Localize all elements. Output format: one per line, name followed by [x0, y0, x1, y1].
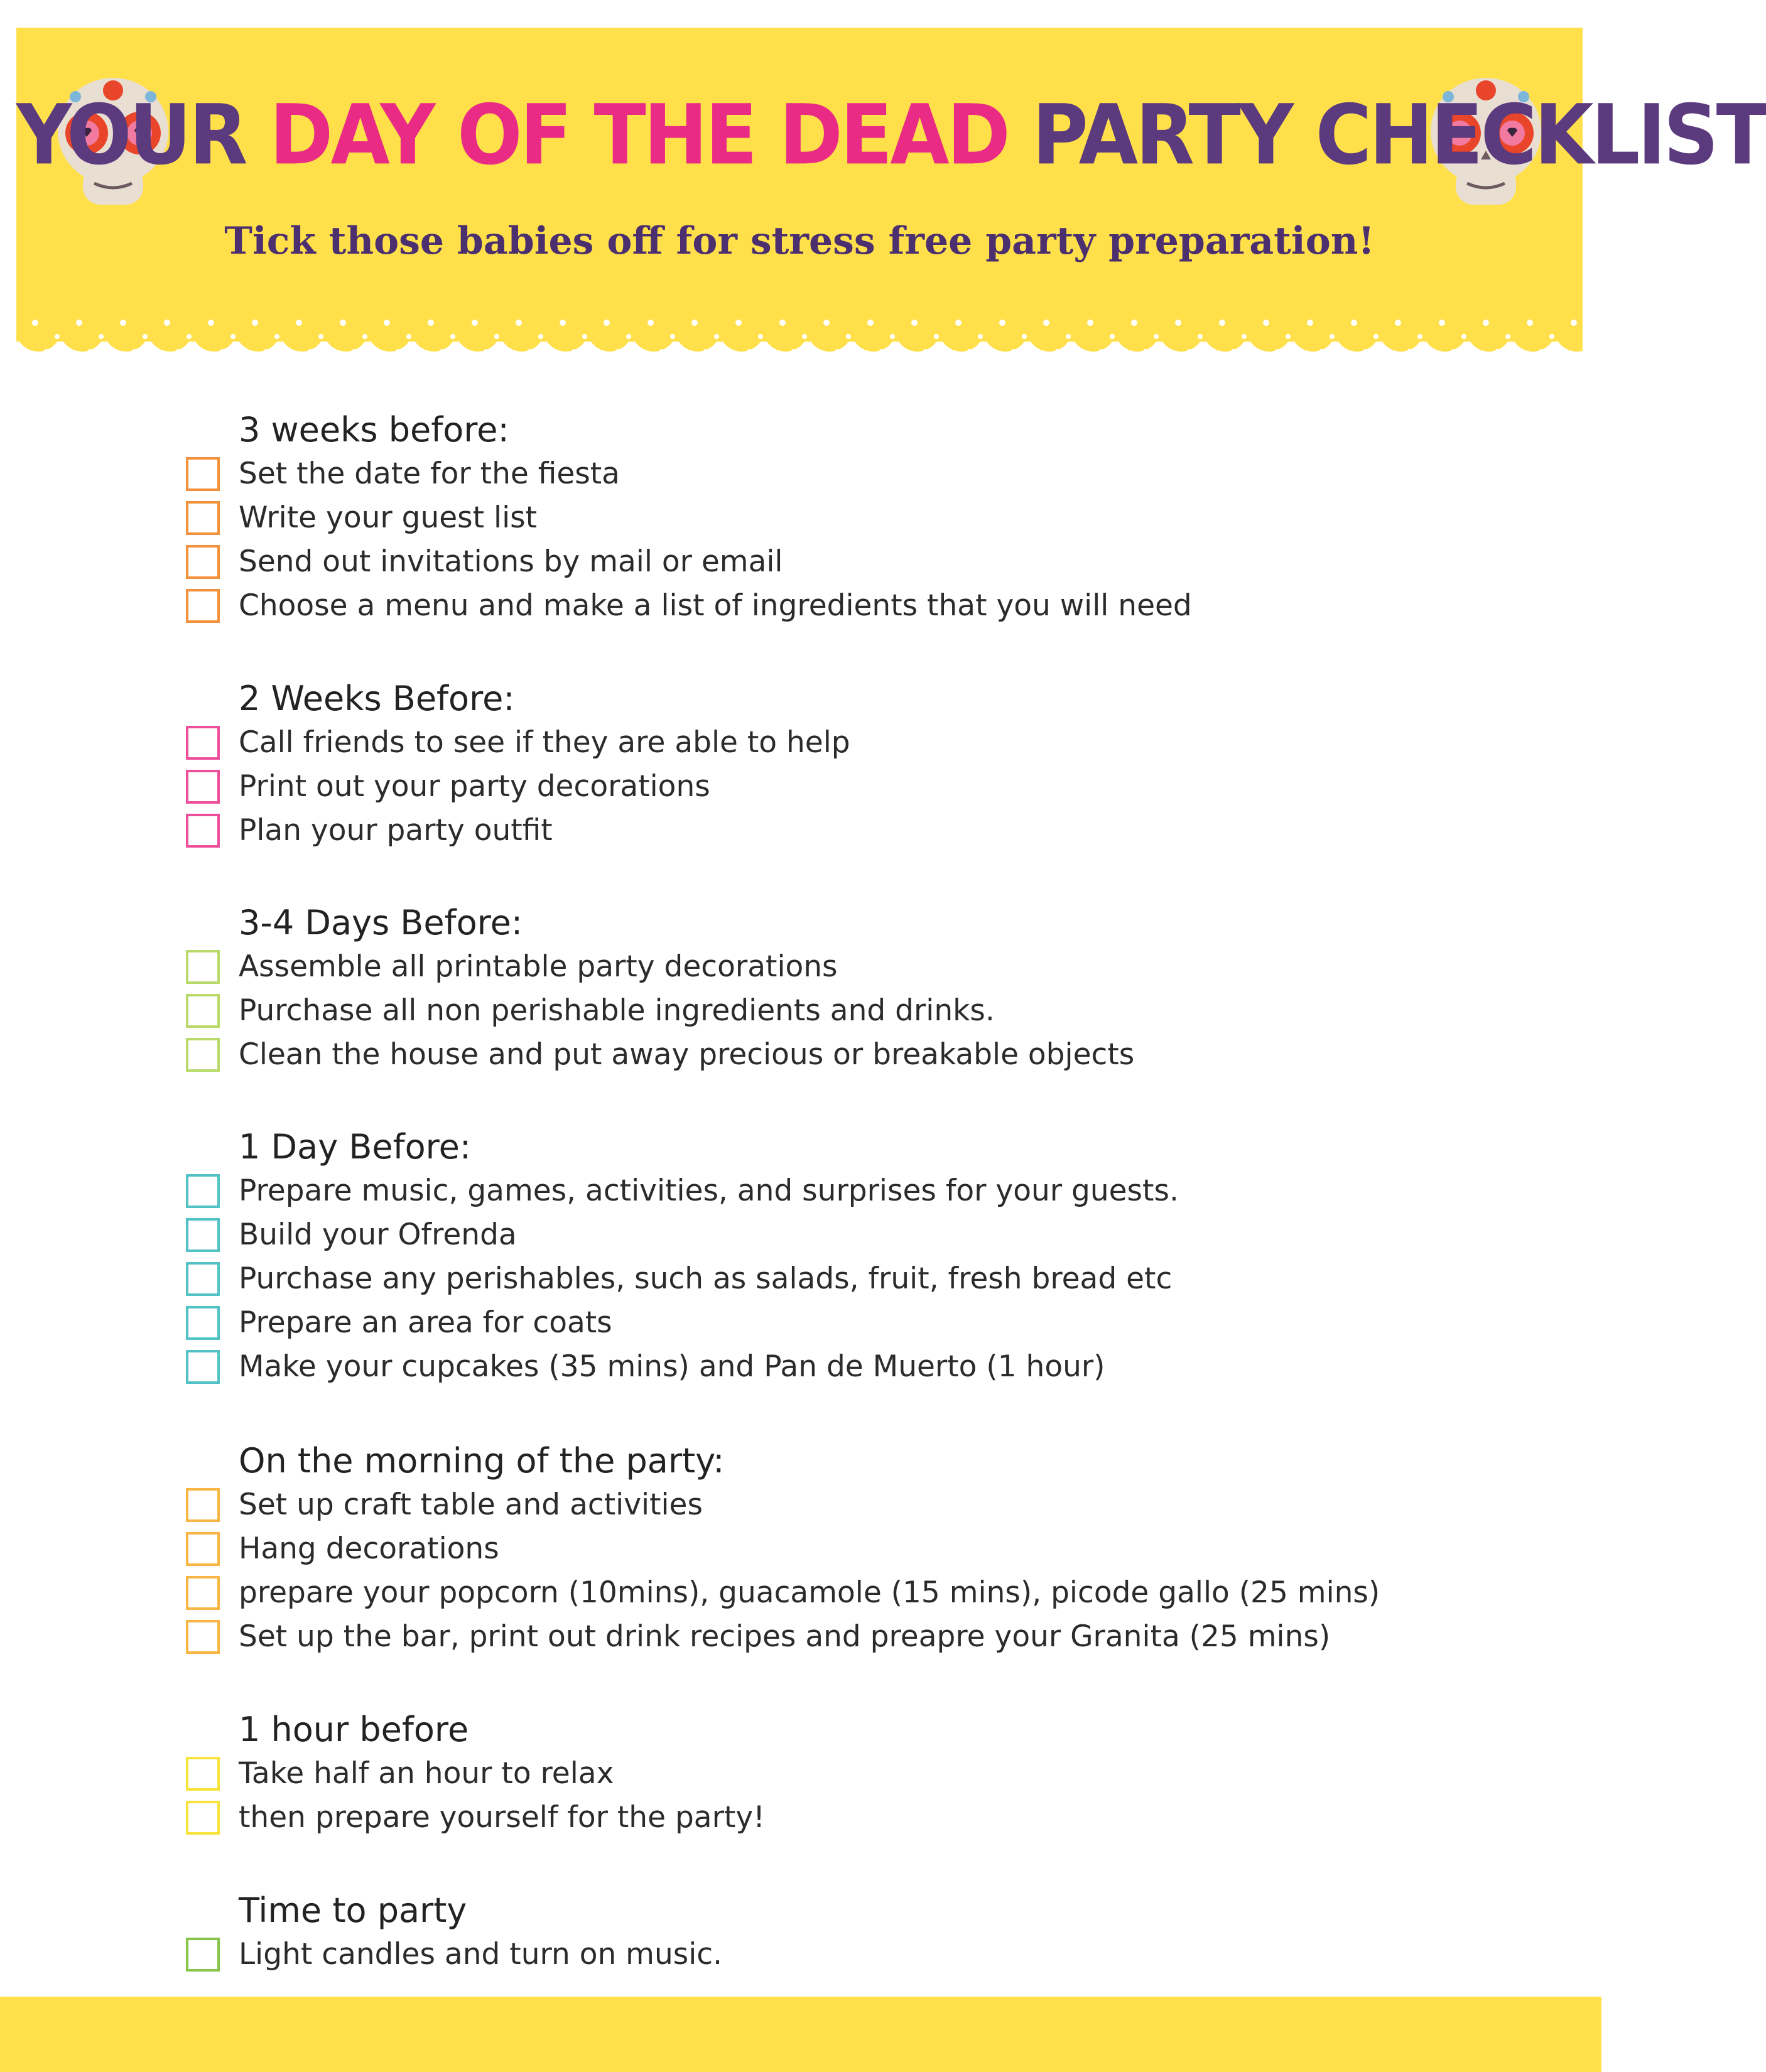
- decorative-dot: [164, 320, 170, 326]
- checklist-item[interactable]: [186, 540, 1442, 584]
- decorative-dot: [187, 334, 192, 339]
- decorative-dot: [417, 349, 422, 354]
- decorative-dot: [1087, 320, 1093, 326]
- decorative-dot: [1011, 349, 1016, 354]
- section-heading: 1 Day Before:: [239, 1127, 472, 1167]
- decorative-dot: [1483, 320, 1489, 326]
- checklist-item-label: Set up craft table and activities: [239, 1487, 703, 1522]
- decorative-dot: [1187, 349, 1192, 354]
- decorative-dot: [813, 349, 818, 354]
- footer-bar: [0, 1997, 1601, 2072]
- decorative-dot: [1143, 349, 1148, 354]
- checkbox[interactable]: [186, 1488, 220, 1522]
- decorative-dot: [758, 334, 763, 339]
- decorative-dot: [428, 320, 434, 326]
- checklist-item[interactable]: [186, 1527, 1442, 1571]
- decorative-dot: [1384, 349, 1389, 354]
- decorative-dot: [779, 320, 786, 326]
- decorative-dot: [44, 349, 49, 354]
- decorative-dot: [670, 334, 675, 339]
- checkbox[interactable]: [186, 501, 220, 535]
- decorative-dot: [440, 349, 445, 354]
- decorative-dot: [681, 349, 686, 354]
- decorative-dot: [450, 334, 455, 339]
- decorative-dot: [1131, 320, 1137, 326]
- decorative-dot: [647, 320, 654, 326]
- checklist-item-label: Light candles and turn on music.: [239, 1937, 723, 1972]
- decorative-dot: [285, 349, 290, 354]
- decorative-dot: [32, 320, 38, 326]
- checklist-item[interactable]: [186, 1169, 1442, 1213]
- decorative-dot: [461, 349, 466, 354]
- checklist-item[interactable]: [186, 945, 1442, 989]
- decorative-dot: [1055, 349, 1060, 354]
- decorative-dot: [230, 334, 236, 339]
- decorative-dot: [879, 349, 884, 354]
- checklist-item-label: Set the date for the fiesta: [239, 456, 620, 491]
- decorative-dot: [1527, 320, 1533, 326]
- decorative-dot: [945, 349, 950, 354]
- decorative-dot: [65, 349, 70, 354]
- decorative-dot: [99, 334, 104, 339]
- checklist-item-label: Choose a menu and make a list of ingredients that you will need: [239, 588, 1192, 623]
- decorative-dot: [890, 334, 895, 339]
- section-heading: 3-4 Days Before:: [239, 903, 523, 942]
- decorative-dot: [1198, 334, 1203, 339]
- decorative-dot: [340, 320, 346, 326]
- decorative-dot: [88, 349, 93, 354]
- decorative-dot: [76, 320, 82, 326]
- decorative-dot: [955, 320, 962, 326]
- checkbox[interactable]: [186, 1532, 220, 1566]
- checklist-item[interactable]: [186, 1571, 1442, 1615]
- checklist-item[interactable]: [186, 452, 1442, 496]
- decorative-dot: [791, 349, 796, 354]
- decorative-dot: [604, 320, 610, 326]
- decorative-dot: [1340, 349, 1345, 354]
- checklist-item[interactable]: [186, 1933, 1442, 1977]
- checklist-item-label: Purchase any perishables, such as salads, fruit, fresh bread etc: [239, 1261, 1173, 1296]
- checklist-item[interactable]: [186, 721, 1442, 765]
- decorative-dot: [725, 349, 730, 354]
- decorative-dot: [1263, 320, 1269, 326]
- decorative-dot: [494, 334, 499, 339]
- checklist-section: [186, 1708, 1442, 1840]
- checklist-item[interactable]: [186, 584, 1442, 628]
- checklist-item-label: then prepare yourself for the party!: [239, 1800, 765, 1835]
- decorative-dot: [318, 334, 323, 339]
- checklist-item-label: Call friends to see if they are able to help: [239, 725, 850, 760]
- checklist-item-label: Set up the bar, print out drink recipes and preapre your Granita (25 mins): [239, 1619, 1331, 1654]
- checklist-item-label: Take half an hour to relax: [239, 1756, 614, 1791]
- checkbox[interactable]: [186, 1576, 220, 1610]
- decorative-dot: [1351, 320, 1357, 326]
- checklist-item-label: Hang decorations: [239, 1531, 499, 1566]
- decorative-dot: [208, 320, 214, 326]
- decorative-dot: [472, 320, 478, 326]
- decorative-dot: [1275, 349, 1280, 354]
- decorative-dot: [1296, 349, 1301, 354]
- decorative-dot: [1439, 320, 1445, 326]
- decorative-dot: [659, 349, 664, 354]
- decorative-dot: [1110, 334, 1115, 339]
- decorative-dot: [1242, 334, 1247, 339]
- decorative-dot: [769, 349, 774, 354]
- decorative-dot: [1032, 349, 1037, 354]
- checkbox[interactable]: [186, 589, 220, 623]
- decorative-dot: [1319, 349, 1324, 354]
- checkbox[interactable]: [186, 1938, 220, 1972]
- decorative-dot: [593, 349, 598, 354]
- checkbox[interactable]: [186, 545, 220, 579]
- decorative-dot: [901, 349, 906, 354]
- decorative-dot: [703, 349, 708, 354]
- checkbox[interactable]: [186, 1262, 220, 1296]
- decorative-dot: [1549, 334, 1554, 339]
- title-part-day-of-the-dead: DAY OF THE DEAD: [269, 87, 1008, 183]
- decorative-dot: [1307, 320, 1313, 326]
- checklist-item[interactable]: [186, 1301, 1442, 1345]
- page-title: [16, 87, 1766, 183]
- checklist-section: [186, 677, 1442, 853]
- checklist-item[interactable]: [186, 765, 1442, 809]
- decorative-dot: [549, 349, 554, 354]
- section-heading: On the morning of the party:: [239, 1441, 725, 1481]
- decorative-dot: [1252, 349, 1257, 354]
- decorative-dot: [747, 349, 752, 354]
- section-heading: Time to party: [239, 1891, 467, 1930]
- decorative-dot: [308, 349, 313, 354]
- decorative-dot: [220, 349, 225, 354]
- decorative-dot: [176, 349, 181, 354]
- decorative-dot: [143, 334, 148, 339]
- checkbox[interactable]: [186, 1350, 220, 1384]
- decorative-dot: [484, 349, 489, 354]
- decorative-dot: [1066, 334, 1071, 339]
- decorative-dot: [1571, 320, 1577, 326]
- checklist-item-label: Build your Ofrenda: [239, 1217, 517, 1252]
- decorative-dot: [296, 320, 302, 326]
- checkbox[interactable]: [186, 950, 220, 984]
- section-heading: 1 hour before: [239, 1710, 469, 1749]
- checklist-item-label: Write your guest list: [239, 500, 538, 535]
- decorative-dot: [153, 349, 158, 354]
- decorative-dot: [1022, 334, 1027, 339]
- checklist-item[interactable]: [186, 1796, 1442, 1840]
- decorative-dot: [1428, 349, 1433, 354]
- checklist-item[interactable]: [186, 1257, 1442, 1301]
- decorative-dot: [120, 320, 126, 326]
- section-heading: 2 Weeks Before:: [239, 679, 515, 718]
- decorative-dot: [1505, 334, 1510, 339]
- checkbox[interactable]: [186, 1306, 220, 1340]
- decorative-dot: [978, 334, 983, 339]
- decorative-dot: [406, 334, 411, 339]
- decorative-dot: [384, 320, 390, 326]
- decorative-dot: [1539, 349, 1544, 354]
- decorative-dot: [1286, 334, 1291, 339]
- decorative-dot: [1461, 334, 1466, 339]
- checklist-item[interactable]: [186, 1213, 1442, 1257]
- decorative-dot: [626, 334, 631, 339]
- papel-picado-banner: [16, 28, 1583, 386]
- decorative-dot: [1407, 349, 1412, 354]
- decorative-dot: [1593, 334, 1598, 339]
- decorative-dot: [1560, 349, 1565, 354]
- decorative-dot: [1583, 349, 1588, 354]
- decorative-dot: [560, 320, 566, 326]
- checklist-item-label: Plan your party outfit: [239, 813, 553, 848]
- decorative-dot: [1175, 320, 1181, 326]
- decorative-dot: [823, 320, 830, 326]
- decorative-dot: [1154, 334, 1159, 339]
- checklist-section: [186, 408, 1442, 628]
- decorative-dot: [923, 349, 928, 354]
- checklist-item[interactable]: [186, 809, 1442, 853]
- decorative-dot: [516, 320, 522, 326]
- decorative-dot: [1099, 349, 1104, 354]
- checkbox[interactable]: [186, 1174, 220, 1208]
- decorative-dot: [857, 349, 862, 354]
- checklist-item[interactable]: [186, 1615, 1442, 1659]
- header-banner: [16, 28, 1766, 386]
- decorative-dot: [1043, 320, 1049, 326]
- decorative-dot: [572, 349, 577, 354]
- decorative-dot: [1120, 349, 1125, 354]
- checklist-item[interactable]: [186, 1752, 1442, 1796]
- decorative-dot: [252, 320, 258, 326]
- checklist-section: [186, 901, 1442, 1077]
- checkbox[interactable]: [186, 457, 220, 491]
- decorative-dot: [1373, 334, 1379, 339]
- decorative-dot: [1231, 349, 1236, 354]
- decorative-dot: [1164, 349, 1169, 354]
- checklist-item-label: Prepare music, games, activities, and surprises for your guests.: [239, 1174, 1179, 1208]
- checkbox[interactable]: [186, 994, 220, 1028]
- decorative-dot: [1076, 349, 1081, 354]
- decorative-dot: [1495, 349, 1500, 354]
- title-part-your: YOUR: [16, 87, 270, 183]
- decorative-dot: [691, 320, 698, 326]
- decorative-dot: [362, 334, 367, 339]
- decorative-dot: [911, 320, 918, 326]
- checklist-item[interactable]: [186, 989, 1442, 1033]
- decorative-dot: [1451, 349, 1456, 354]
- decorative-dot: [1604, 349, 1609, 354]
- decorative-dot: [352, 349, 357, 354]
- checkbox[interactable]: [186, 770, 220, 804]
- checkbox[interactable]: [186, 814, 220, 848]
- section-heading: 3 weeks before:: [239, 410, 509, 450]
- checklist-item-label: Assemble all printable party decorations: [239, 949, 838, 984]
- checkbox[interactable]: [186, 1757, 220, 1791]
- checklist-item-label: Send out invitations by mail or email: [239, 544, 783, 579]
- decorative-dot: [1363, 349, 1368, 354]
- decorative-dot: [197, 349, 202, 354]
- decorative-dot: [989, 349, 994, 354]
- decorative-dot: [835, 349, 840, 354]
- decorative-dot: [1330, 334, 1335, 339]
- decorative-dot: [396, 349, 401, 354]
- checkbox[interactable]: [186, 726, 220, 760]
- checklist-item[interactable]: [186, 1483, 1442, 1527]
- decorative-dot: [274, 334, 279, 339]
- checkbox[interactable]: [186, 1620, 220, 1654]
- checklist-item-label: Print out your party decorations: [239, 769, 710, 804]
- decorative-dot: [1516, 349, 1521, 354]
- decorative-dot: [735, 320, 742, 326]
- checklist-section: [186, 1889, 1442, 1977]
- decorative-dot: [615, 349, 620, 354]
- decorative-dot: [241, 349, 246, 354]
- title-part-party-checklist: PARTY CHECKLIST: [1007, 87, 1766, 183]
- checklist-item-label: Prepare an area for coats: [239, 1305, 612, 1340]
- checklist-item[interactable]: [186, 496, 1442, 540]
- decorative-dot: [373, 349, 378, 354]
- decorative-dot: [538, 334, 543, 339]
- decorative-dot: [967, 349, 972, 354]
- decorative-dot: [934, 334, 939, 339]
- decorative-dot: [1417, 334, 1422, 339]
- decorative-dot: [714, 334, 719, 339]
- decorative-dot: [846, 334, 851, 339]
- decorative-dot: [329, 349, 334, 354]
- decorative-dot: [55, 334, 60, 339]
- checklist-item-label: Purchase all non perishable ingredients and drinks.: [239, 993, 995, 1028]
- checklist-item-label: Clean the house and put away precious or breakable objects: [239, 1037, 1135, 1072]
- decorative-dot: [132, 349, 137, 354]
- decorative-dot: [264, 349, 269, 354]
- checkbox[interactable]: [186, 1801, 220, 1835]
- checklist-item-label: prepare your popcorn (10mins), guacamole (15 mins), picode gallo (25 mins): [239, 1575, 1380, 1610]
- decorative-dot: [1395, 320, 1401, 326]
- decorative-dot: [528, 349, 533, 354]
- checklist-section: [186, 1439, 1442, 1659]
- decorative-dot: [999, 320, 1005, 326]
- checkbox[interactable]: [186, 1038, 220, 1072]
- checklist-section: [186, 1125, 1442, 1389]
- decorative-dot: [802, 334, 807, 339]
- decorative-dot: [1208, 349, 1213, 354]
- decorative-dot: [1472, 349, 1477, 354]
- decorative-dot: [867, 320, 874, 326]
- decorative-dot: [1219, 320, 1225, 326]
- decorative-dot: [109, 349, 114, 354]
- decorative-dot: [582, 334, 587, 339]
- decorative-dot: [637, 349, 642, 354]
- checkbox[interactable]: [186, 1218, 220, 1252]
- checklist-item[interactable]: [186, 1033, 1442, 1077]
- decorative-dot: [505, 349, 510, 354]
- checklist-item[interactable]: [186, 1345, 1442, 1389]
- page-subtitle: Tick those babies off for stress free party preparation!: [224, 219, 1375, 263]
- checklist-item-label: Make your cupcakes (35 mins) and Pan de Muerto (1 hour): [239, 1349, 1105, 1384]
